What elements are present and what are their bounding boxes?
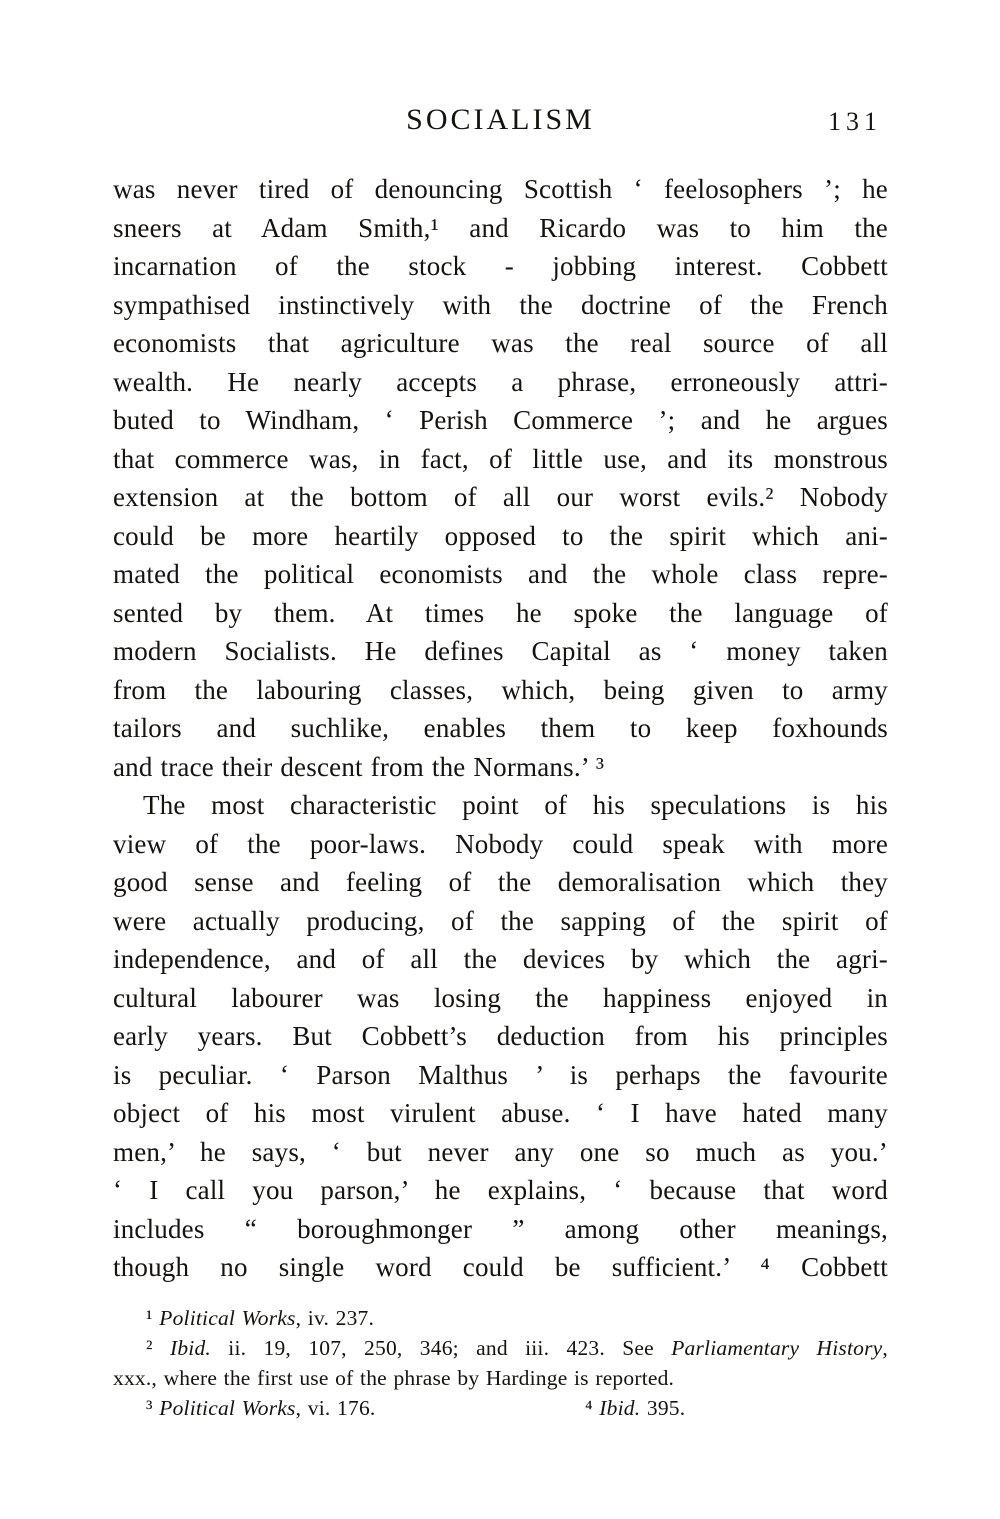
text-line: from the labouring classes, which, being given to army	[113, 674, 888, 705]
text-line: and trace their descent from the Normans.’ ³	[113, 751, 605, 782]
text-line: tailors and suchlike, enables them to keep foxhounds	[113, 713, 888, 743]
footnote-work-title: Parliamentary History	[671, 1335, 883, 1360]
text-line: sympathised instinctively with the doctrine of the French	[113, 289, 888, 320]
footnote-line	[113, 1393, 888, 1423]
text-block	[113, 103, 888, 1423]
text-line: extension at the bottom of all our worst evils.² Nobody	[113, 482, 888, 512]
footnote-text: ²	[146, 1335, 170, 1360]
footnote-text: , iv. 237.	[295, 1305, 375, 1330]
footnote-line	[113, 1363, 888, 1393]
footnote-line	[113, 1333, 888, 1363]
footnotes	[113, 1303, 888, 1423]
footnote-text: ¹	[146, 1305, 160, 1330]
footnote-text: ³	[146, 1395, 160, 1420]
footnote-text: xxx., where the first use of the phrase by Hardinge is reported.	[113, 1365, 675, 1390]
footnote-text: ,	[882, 1335, 888, 1360]
running-title: SOCIALISM	[406, 103, 595, 136]
text-line: ‘ I call you parson,’ he explains, ‘ because that word	[113, 1175, 888, 1205]
text-line: wealth. He nearly accepts a phrase, erroneously attri-	[113, 366, 888, 397]
text-line: men,’ he says, ‘ but never any one so much as you.’	[113, 1136, 888, 1167]
text-line: The most characteristic point of his speculations is his	[143, 790, 888, 820]
text-line: includes “ boroughmonger ” among other meanings,	[113, 1213, 888, 1244]
text-line: sented by them. At times he spoke the language of	[113, 597, 888, 628]
page-header	[113, 103, 888, 145]
text-line: though no single word could be sufficient.’ ⁴ Cobbett	[113, 1252, 888, 1282]
text-line: that commerce was, in fact, of little use, and its monstrous	[113, 443, 888, 474]
page-number: 131	[828, 107, 882, 136]
text-line: modern Socialists. He defines Capital as ‘ money taken	[113, 636, 888, 666]
text-line: could be more heartily opposed to the spirit which ani-	[113, 520, 888, 551]
footnote-left	[146, 1396, 375, 1420]
text-line: economists that agriculture was the real source of all	[113, 328, 888, 358]
text-line: cultural labourer was losing the happiness enjoyed in	[113, 982, 888, 1013]
footnote-text: ii. 19, 107, 250, 346; and iii. 423. See	[210, 1335, 672, 1360]
footnote-work-title: Political Works	[159, 1305, 296, 1330]
text-line: incarnation of the stock - jobbing interest. Cobbett	[113, 251, 888, 281]
footnote-work-title: Ibid.	[599, 1395, 641, 1420]
text-line: were actually producing, of the sapping of the spirit of	[113, 905, 888, 936]
text-line: good sense and feeling of the demoralisation which they	[113, 867, 888, 897]
text-line: independence, and of all the devices by which the agri-	[113, 944, 888, 974]
footnote-text: , vi. 176.	[295, 1395, 376, 1420]
text-line: buted to Windham, ‘ Perish Commerce ’; and he argues	[113, 405, 888, 435]
footnote-right	[585, 1393, 685, 1423]
footnote-line	[113, 1303, 888, 1333]
footnote-text: 395.	[640, 1395, 686, 1420]
text-line: is peculiar. ‘ Parson Malthus ’ is perhaps the favourite	[113, 1059, 888, 1090]
body-text	[113, 170, 888, 1287]
footnote-text: ⁴	[585, 1395, 600, 1420]
text-line: view of the poor-laws. Nobody could speak with more	[113, 828, 888, 859]
footnote-work-title: Ibid.	[169, 1335, 211, 1360]
footnote-work-title: Political Works	[159, 1395, 296, 1420]
text-line: mated the political economists and the whole class repre-	[113, 559, 888, 589]
text-line: sneers at Adam Smith,¹ and Ricardo was to him the	[113, 212, 888, 243]
text-line: early years. But Cobbett’s deduction from his principles	[113, 1021, 888, 1051]
text-line: was never tired of denouncing Scottish ‘ feelosophers ’; he	[113, 174, 888, 204]
text-line: object of his most virulent abuse. ‘ I have hated many	[113, 1098, 888, 1128]
